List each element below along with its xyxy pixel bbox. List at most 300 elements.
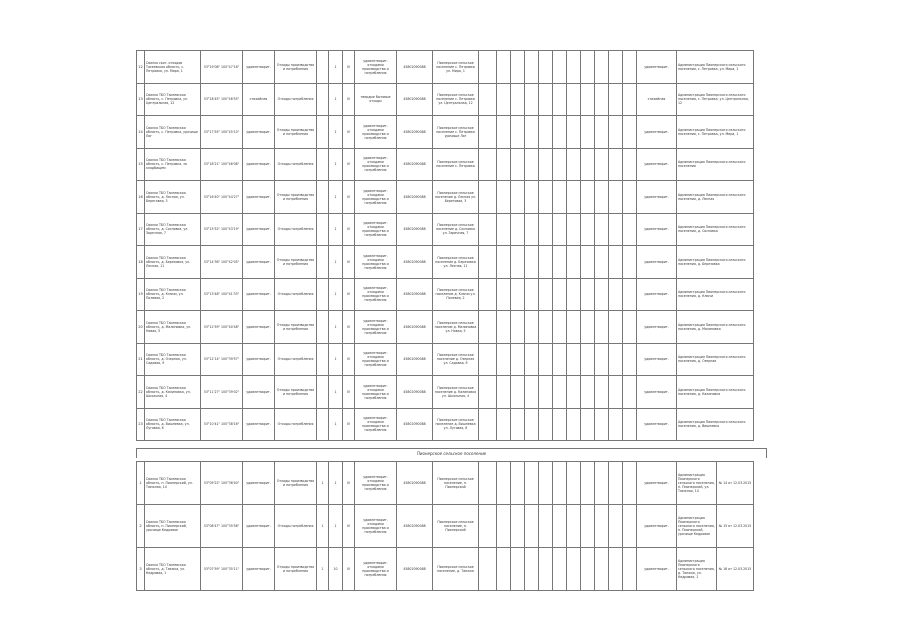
empty-cell <box>553 51 567 84</box>
hazard-class: IV <box>343 462 355 505</box>
empty-cell <box>609 278 623 311</box>
operator-status: удовлетворит. <box>637 311 677 344</box>
site-address: Свалка ТБО Тасеевская область, д. Малиновка, ул. Новая, 5 <box>145 311 201 344</box>
empty-cell <box>581 548 595 591</box>
empty-cell <box>511 83 525 116</box>
hazard-class: IV <box>343 278 355 311</box>
empty-cell <box>595 278 609 311</box>
oktmo-code: 45802090088 <box>397 83 433 116</box>
operator: Администрация Пионерского сельского поселения, д. Лесная <box>677 181 754 214</box>
empty-cell <box>623 408 637 441</box>
empty-cell <box>317 278 329 311</box>
waste-description: удовлетворит. отходами производства и потребления <box>355 343 397 376</box>
hazard-class: IV <box>343 548 355 591</box>
empty-cell <box>497 83 511 116</box>
empty-cell <box>609 51 623 84</box>
table-row <box>137 505 754 548</box>
area-value: 1 <box>329 376 343 409</box>
empty-cell <box>595 148 609 181</box>
hazard-class: IV <box>343 376 355 409</box>
empty-cell <box>567 246 581 279</box>
oktmo-code: 45802090088 <box>397 408 433 441</box>
empty-cell <box>317 376 329 409</box>
oktmo-code: 45802090088 <box>397 246 433 279</box>
operator-status: удовлетворит. <box>637 51 677 84</box>
empty-cell <box>553 181 567 214</box>
empty-cell <box>609 213 623 246</box>
empty-cell <box>525 462 539 505</box>
empty-cell <box>595 548 609 591</box>
empty-cell <box>595 311 609 344</box>
settlement: Пионерское сельское поселение, п. Пионерский <box>433 462 479 505</box>
empty-cell <box>581 51 595 84</box>
empty-cell <box>511 408 525 441</box>
site-address: Свалка ТБО Тасеевская область, д. Таежка, ул. Кедровая, 1 <box>145 548 201 591</box>
site-status: удовлетворит. <box>243 278 275 311</box>
hazard-class: IV <box>343 51 355 84</box>
waste-description: удовлетворит. отходами производства и потребления <box>355 213 397 246</box>
operator-status: удовлетворит. <box>637 278 677 311</box>
empty-cell <box>479 51 497 84</box>
operator: Администрация Пионерского сельского поселения, д. Ключи <box>677 278 754 311</box>
empty-cell <box>511 181 525 214</box>
empty-cell <box>567 278 581 311</box>
empty-cell <box>497 246 511 279</box>
waste-type: Отходы потребления <box>275 83 317 116</box>
oktmo-code: 45802090088 <box>397 343 433 376</box>
site-address: Свалка ТБО Тасеевская область, п. Пионерский, урочище Кедровое <box>145 505 201 548</box>
empty-cell <box>525 148 539 181</box>
settlement: Пионерское сельское поселение д. Малиновка ул. Новая, 5 <box>433 311 479 344</box>
site-status: удовлетворит. <box>243 148 275 181</box>
waste-type: Отходы производства и потребления <box>275 51 317 84</box>
empty-cell <box>497 505 511 548</box>
empty-cell <box>567 51 581 84</box>
empty-cell <box>567 213 581 246</box>
empty-cell <box>539 548 553 591</box>
empty-cell <box>525 548 539 591</box>
empty-cell <box>511 246 525 279</box>
settlement: Пионерское сельское поселение, д. Таежка <box>433 548 479 591</box>
settlement: Пионерское сельское поселение с. Петровка ул. Центральная, 12 <box>433 83 479 116</box>
empty-cell <box>581 376 595 409</box>
empty-cell <box>479 246 497 279</box>
row-number: 13 <box>137 83 145 116</box>
empty-cell <box>581 116 595 149</box>
area-value: 1 <box>329 83 343 116</box>
empty-cell <box>317 83 329 116</box>
row-number: 21 <box>137 343 145 376</box>
empty-cell <box>567 505 581 548</box>
empty-cell <box>553 408 567 441</box>
empty-cell <box>497 213 511 246</box>
empty-cell <box>553 311 567 344</box>
site-status: удовлетворит. <box>243 408 275 441</box>
operator: Администрация Пионерского сельского поселения <box>677 148 754 181</box>
empty-cell <box>553 148 567 181</box>
empty-cell <box>511 116 525 149</box>
empty-cell <box>511 376 525 409</box>
site-address: Свалка ТБО Тасеевская область, д. Озерная, ул. Садовая, 9 <box>145 343 201 376</box>
empty-cell <box>553 213 567 246</box>
empty-cell <box>317 116 329 149</box>
coordinates: 53°09'22" 100°36'40" <box>201 462 243 505</box>
coordinates: 53°12'14" 100°39'57" <box>201 343 243 376</box>
empty-cell <box>581 343 595 376</box>
empty-cell <box>497 462 511 505</box>
row-number: 22 <box>137 376 145 409</box>
operator-status: стихийная <box>637 83 677 116</box>
site-address: Свалка скот. отходов Тасеевская область, с. Петровка, ул. Мира, 1 <box>145 51 201 84</box>
settlement: Пионерское сельское поселение д. Ключи ул. Полевая, 2 <box>433 278 479 311</box>
operator: Администрация Пионерского сельского поселения, д. Вишневка <box>677 408 754 441</box>
empty-cell <box>553 83 567 116</box>
empty-cell <box>539 376 553 409</box>
site-status: удовлетворит. <box>243 548 275 591</box>
empty-cell <box>497 116 511 149</box>
section-heading: Пионерское сельское поселение <box>136 448 767 458</box>
settlement: Пионерское сельское поселение д. Вишневка ул. Луговая, 6 <box>433 408 479 441</box>
table-row <box>137 148 754 181</box>
empty-cell <box>539 213 553 246</box>
empty-cell <box>511 311 525 344</box>
settlement: Пионерское сельское поселение д. Сосновка ул. Заречная, 7 <box>433 213 479 246</box>
empty-cell <box>595 246 609 279</box>
empty-cell <box>553 246 567 279</box>
operator: Администрация Пионерского сельского поселения, с. Петровка, ул. Центральная, 12 <box>677 83 754 116</box>
empty-cell <box>623 311 637 344</box>
empty-cell <box>609 548 623 591</box>
hazard-class: IV <box>343 116 355 149</box>
empty-cell <box>525 116 539 149</box>
coordinates: 53°11'27" 100°39'02" <box>201 376 243 409</box>
empty-cell <box>581 148 595 181</box>
empty-cell <box>567 311 581 344</box>
area-value: 10 <box>329 548 343 591</box>
area-value: 1 <box>329 116 343 149</box>
table-row <box>137 278 754 311</box>
empty-cell <box>609 462 623 505</box>
empty-cell <box>479 148 497 181</box>
row-number: 14 <box>137 116 145 149</box>
empty-cell <box>623 462 637 505</box>
empty-cell <box>623 246 637 279</box>
empty-cell <box>623 51 637 84</box>
empty-cell <box>317 246 329 279</box>
oktmo-code: 45802090088 <box>397 181 433 214</box>
empty-cell <box>539 462 553 505</box>
settlement: Пионерское сельское поселение д. Озерная ул. Садовая, 9 <box>433 343 479 376</box>
table-row <box>137 343 754 376</box>
empty-cell <box>479 181 497 214</box>
area-value: 1 <box>329 246 343 279</box>
empty-cell <box>595 343 609 376</box>
waste-type: Отходы производства и потребления <box>275 116 317 149</box>
empty-cell <box>317 148 329 181</box>
site-address: Свалка ТБО Тасеевская область, д. Лесная, ул. Береговая, 3 <box>145 181 201 214</box>
empty-cell <box>539 51 553 84</box>
site-address: Свалка ТБО Тасеевская область, д. Калиновка, ул. Школьная, 4 <box>145 376 201 409</box>
empty-cell <box>511 51 525 84</box>
area-value: 1 <box>329 311 343 344</box>
table-row <box>137 408 754 441</box>
coordinates: 53°08'47" 100°35'58" <box>201 505 243 548</box>
operator: Администрация Пионерского сельского поселения, д. Березовка <box>677 246 754 279</box>
empty-cell <box>567 462 581 505</box>
empty-cell <box>567 548 581 591</box>
empty-cell <box>539 148 553 181</box>
operator: Администрация Пионерского сельского поселения, д. Калиновка <box>677 376 754 409</box>
empty-cell <box>623 343 637 376</box>
coordinates: 53°13'48" 100°41'33" <box>201 278 243 311</box>
operator: Администрация Пионерского сельского поселения, п. Пионерский, урочище Кедровое <box>677 505 717 548</box>
table-row <box>137 246 754 279</box>
site-address: Свалка ТБО Тасеевская область, д. Ключи, ул. Полевая, 2 <box>145 278 201 311</box>
empty-cell <box>479 548 497 591</box>
table-row <box>137 83 754 116</box>
waste-type: Отходы производства и потребления <box>275 181 317 214</box>
empty-cell <box>553 343 567 376</box>
empty-cell <box>525 51 539 84</box>
row-number: 19 <box>137 278 145 311</box>
empty-cell <box>623 83 637 116</box>
operator-status: удовлетворит. <box>637 408 677 441</box>
empty-cell <box>539 278 553 311</box>
oktmo-code: 45802090088 <box>397 278 433 311</box>
row-number: 12 <box>137 51 145 84</box>
empty-cell <box>623 548 637 591</box>
row-number: 3 <box>137 548 145 591</box>
operator: Администрация Пионерского сельского поселения, д. Озерная <box>677 343 754 376</box>
empty-cell <box>317 51 329 84</box>
empty-cell <box>525 311 539 344</box>
empty-cell <box>479 505 497 548</box>
hazard-class: IV <box>343 311 355 344</box>
table-row <box>137 462 754 505</box>
empty-cell <box>539 408 553 441</box>
empty-cell <box>595 408 609 441</box>
settlement: Пионерское сельское поселение д. Лесная ул. Береговая, 3 <box>433 181 479 214</box>
empty-cell <box>511 548 525 591</box>
count-value: 1 <box>317 505 329 548</box>
empty-cell <box>317 343 329 376</box>
empty-cell <box>539 311 553 344</box>
operator-status: удовлетворит. <box>637 343 677 376</box>
waste-type: Отходы потребления <box>275 148 317 181</box>
empty-cell <box>581 181 595 214</box>
empty-cell <box>581 462 595 505</box>
operator-status: удовлетворит. <box>637 376 677 409</box>
empty-cell <box>525 376 539 409</box>
empty-cell <box>581 83 595 116</box>
empty-cell <box>497 376 511 409</box>
oktmo-code: 45802090088 <box>397 505 433 548</box>
empty-cell <box>479 311 497 344</box>
empty-cell <box>511 213 525 246</box>
waste-type: Отходы производства и потребления <box>275 376 317 409</box>
empty-cell <box>317 408 329 441</box>
operator: Администрация Пионерского сельского поселения, с. Петровка, ул. Мира, 1 <box>677 51 754 84</box>
table-row <box>137 116 754 149</box>
empty-cell <box>511 343 525 376</box>
empty-cell <box>567 116 581 149</box>
empty-cell <box>497 408 511 441</box>
waste-description: удовлетворит. отходами производства и потребления <box>355 408 397 441</box>
table-row <box>137 376 754 409</box>
area-value: 1 <box>329 278 343 311</box>
waste-description: удовлетворит. отходами производства и потребления <box>355 376 397 409</box>
empty-cell <box>595 83 609 116</box>
site-address: Свалка ТБО Тасеевская область, д. Березовка, ул. Лесная, 11 <box>145 246 201 279</box>
area-value: 1 <box>329 408 343 441</box>
empty-cell <box>567 408 581 441</box>
empty-cell <box>595 462 609 505</box>
empty-cell <box>609 505 623 548</box>
coordinates: 53°17'55" 100°45'10" <box>201 116 243 149</box>
count-value: 1 <box>317 462 329 505</box>
operator: Администрация Пионерского сельского поселения, д. Сосновка <box>677 213 754 246</box>
empty-cell <box>525 278 539 311</box>
hazard-class: IV <box>343 181 355 214</box>
empty-cell <box>497 548 511 591</box>
empty-cell <box>609 408 623 441</box>
empty-cell <box>539 83 553 116</box>
row-number: 17 <box>137 213 145 246</box>
waste-description: твердые бытовые отходы <box>355 83 397 116</box>
row-number: 23 <box>137 408 145 441</box>
row-number: 1 <box>137 462 145 505</box>
empty-cell <box>595 181 609 214</box>
empty-cell <box>553 376 567 409</box>
coordinates: 53°16'40" 100°44'27" <box>201 181 243 214</box>
empty-cell <box>553 548 567 591</box>
hazard-class: IV <box>343 83 355 116</box>
site-address: Свалка ТБО Тасеевская область, д. Вишневка, ул. Луговая, 6 <box>145 408 201 441</box>
empty-cell <box>623 148 637 181</box>
row-number: 16 <box>137 181 145 214</box>
waste-type: Отходы потребления <box>275 278 317 311</box>
empty-cell <box>525 343 539 376</box>
operator-status: удовлетворит. <box>637 548 677 591</box>
hazard-class: IV <box>343 246 355 279</box>
site-address: Свалка ТБО Тасеевская область, п. Пионерский, ул. Таежная, 14 <box>145 462 201 505</box>
empty-cell <box>497 148 511 181</box>
empty-cell <box>609 116 623 149</box>
empty-cell <box>497 311 511 344</box>
empty-cell <box>623 505 637 548</box>
empty-cell <box>317 213 329 246</box>
waste-type: Отходы производства и потребления <box>275 462 317 505</box>
empty-cell <box>525 213 539 246</box>
site-status: удовлетворит. <box>243 51 275 84</box>
site-status: удовлетворит. <box>243 246 275 279</box>
count-value: 1 <box>317 548 329 591</box>
site-status: удовлетворит. <box>243 311 275 344</box>
waste-type: Отходы потребления <box>275 505 317 548</box>
area-value: 1 <box>329 148 343 181</box>
waste-description: удовлетворит. отходами производства и потребления <box>355 278 397 311</box>
empty-cell <box>623 376 637 409</box>
empty-cell <box>497 343 511 376</box>
empty-cell <box>511 462 525 505</box>
area-value: 1 <box>329 51 343 84</box>
empty-cell <box>581 505 595 548</box>
oktmo-code: 45802090088 <box>397 213 433 246</box>
empty-cell <box>595 51 609 84</box>
empty-cell <box>317 311 329 344</box>
empty-cell <box>497 278 511 311</box>
empty-cell <box>567 376 581 409</box>
empty-cell <box>539 116 553 149</box>
register-table-upper <box>136 50 754 441</box>
waste-description: удовлетворит. отходами производства и потребления <box>355 462 397 505</box>
empty-cell <box>553 278 567 311</box>
waste-description: удовлетворит. отходами производства и потребления <box>355 116 397 149</box>
waste-description: удовлетворит. отходами производства и потребления <box>355 311 397 344</box>
area-value: 1 <box>329 505 343 548</box>
empty-cell <box>511 148 525 181</box>
site-address: Свалка ТБО Тасеевская область, с. Петровка, урочище Лог <box>145 116 201 149</box>
table-row <box>137 548 754 591</box>
site-status: удовлетворит. <box>243 181 275 214</box>
operator-status: удовлетворит. <box>637 505 677 548</box>
empty-cell <box>525 246 539 279</box>
operator: Администрация Пионерского сельского поселения, п. Пионерский, ул. Таежная, 14 <box>677 462 717 505</box>
empty-cell <box>525 181 539 214</box>
empty-cell <box>623 181 637 214</box>
site-status: удовлетворит. <box>243 116 275 149</box>
site-status: удовлетворит. <box>243 213 275 246</box>
empty-cell <box>479 376 497 409</box>
coordinates: 53°14'36" 100°42'05" <box>201 246 243 279</box>
empty-cell <box>609 148 623 181</box>
waste-type: Отходы потребления <box>275 343 317 376</box>
empty-cell <box>609 246 623 279</box>
empty-cell <box>567 343 581 376</box>
empty-cell <box>567 148 581 181</box>
table-row <box>137 311 754 344</box>
empty-cell <box>497 181 511 214</box>
coordinates: 53°18'45" 100°46'55" <box>201 83 243 116</box>
empty-cell <box>595 505 609 548</box>
waste-type: Отходы производства и потребления <box>275 246 317 279</box>
area-value: 1 <box>329 181 343 214</box>
site-address: Свалка ТБО Тасеевская область, с. Петровка, за кладбищем <box>145 148 201 181</box>
waste-description: удовлетворит. отходами производства и потребления <box>355 148 397 181</box>
waste-type: Отходы производства и потребления <box>275 311 317 344</box>
settlement: Пионерское сельское поселение с. Петровка <box>433 148 479 181</box>
operator-status: удовлетворит. <box>637 462 677 505</box>
site-status: удовлетворит. <box>243 505 275 548</box>
empty-cell <box>609 311 623 344</box>
oktmo-code: 45802090088 <box>397 548 433 591</box>
empty-cell <box>525 408 539 441</box>
operator: Администрация Пионерского сельского поселения, с. Петровка, ул. Мира, 1 <box>677 116 754 149</box>
empty-cell <box>525 83 539 116</box>
coordinates: 53°15'52" 100°43'19" <box>201 213 243 246</box>
settlement: Пионерское сельское поселение д. Березовка ул. Лесная, 11 <box>433 246 479 279</box>
operator-status: удовлетворит. <box>637 148 677 181</box>
operator-status: удовлетворит. <box>637 116 677 149</box>
empty-cell <box>567 181 581 214</box>
row-number: 15 <box>137 148 145 181</box>
empty-cell <box>609 376 623 409</box>
waste-description: удовлетворит. отходами производства и потребления <box>355 548 397 591</box>
site-status: удовлетворит. <box>243 376 275 409</box>
settlement: Пионерское сельское поселение с. Петровка урочище Лог <box>433 116 479 149</box>
site-status: стихийная <box>243 83 275 116</box>
coordinates: 53°10'41" 100°38'16" <box>201 408 243 441</box>
